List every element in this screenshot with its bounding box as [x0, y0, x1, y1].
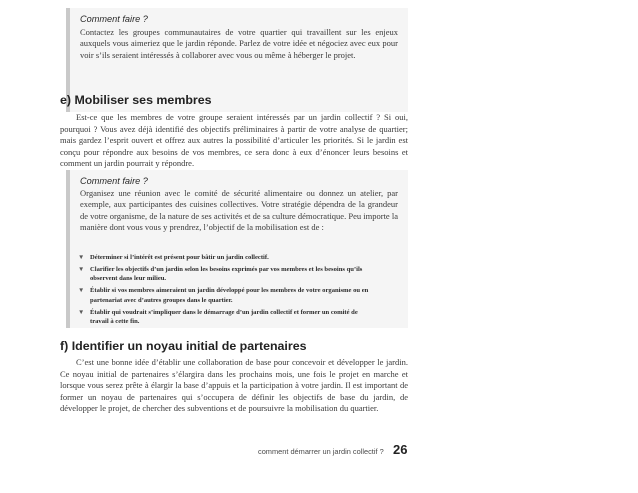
running-footer: comment démarrer un jardin collectif ?: [258, 447, 384, 456]
box-title: Comment faire ?: [80, 176, 148, 186]
list-item: [78, 265, 378, 284]
list-item-text: Établir qui voudrait s’impliquer dans le démarrage d’un jardin collectif et former un comité de travail à cette fin.: [90, 308, 358, 325]
section-heading-e: e) Mobiliser ses membres: [60, 93, 212, 107]
section-paragraph-f: C’est une bonne idée d’établir une collaboration de base pour concevoir et développer le jardin. Ce noyau initial de partenaires s’élargira dans les prochains mois, une fois le projet en marche et lorsque vous serez prête à élargir la base d’appuis et la participation à votre jardin. Il est important de former un noyau de partenaires qui s’occupera de définir les objectifs de base du jardin, de développer le projet, de chercher des subventions et de poursuivre la mobilisation du quartier.: [60, 357, 408, 414]
mobilization-objectives-list: [78, 253, 378, 329]
list-item: [78, 308, 378, 327]
section-heading-f: f) Identifier un noyau initial de partenaires: [60, 339, 307, 353]
list-item: [78, 253, 378, 262]
section-paragraph-e: Est-ce que les membres de votre groupe seraient intéressés par un jardin collectif ? Si oui, pourquoi ? Vous avez déjà identifié des objectifs préliminaires à partir de votre analyse de quartier; mais gardez l’esprit ouvert et offrez aux autres la possibilité d’articuler les priorités. Si le jardin est conçu pour répondre aux besoins de vos membres, ce sera donc à eux d’énoncer leurs besoins et comment un jardin pourrait y répondre.: [60, 112, 408, 169]
triangle-bullet-icon: ▼: [78, 265, 85, 273]
box-body-text: Organisez une réunion avec le comité de sécurité alimentaire ou donnez un atelier, par exemple, aux participantes des cuisines collectives. Votre stratégie dépendra de la grandeur de votre organisme, de la nature de ses activités et de sa culture démocratique. Peu importe la manière dont vous vous y prendrez, l’objectif de la mobilisation est de :: [80, 188, 398, 233]
box-accent-bar: [66, 170, 70, 328]
list-item: [78, 286, 378, 305]
box-body-text: Contactez les groupes communautaires de votre quartier qui travaillent sur les enjeux auxquels vous aimeriez que le jardin réponde. Parlez de votre idée et négociez avec eux pour voir s’ils seraient intéressés à collaborer avec vous ou même à héberger le projet.: [80, 27, 398, 60]
list-item-text: Déterminer si l’intérêt est présent pour bâtir un jardin collectif.: [90, 254, 269, 261]
triangle-bullet-icon: ▼: [78, 287, 85, 295]
triangle-bullet-icon: ▼: [78, 308, 85, 316]
page-number: 26: [393, 442, 408, 457]
triangle-bullet-icon: ▼: [78, 254, 85, 261]
list-item-text: Établir si vos membres aimeraient un jardin développé pour les membres de votre organisme ou en partenariat avec d’autres groupes dans le quartier.: [90, 287, 369, 304]
list-item-text: Clarifier les objectifs d’un jardin selon les besoins exprimés par vos membres et les besoins qu’ils observent dans leur milieu.: [90, 265, 363, 283]
box-title: Comment faire ?: [80, 14, 148, 24]
